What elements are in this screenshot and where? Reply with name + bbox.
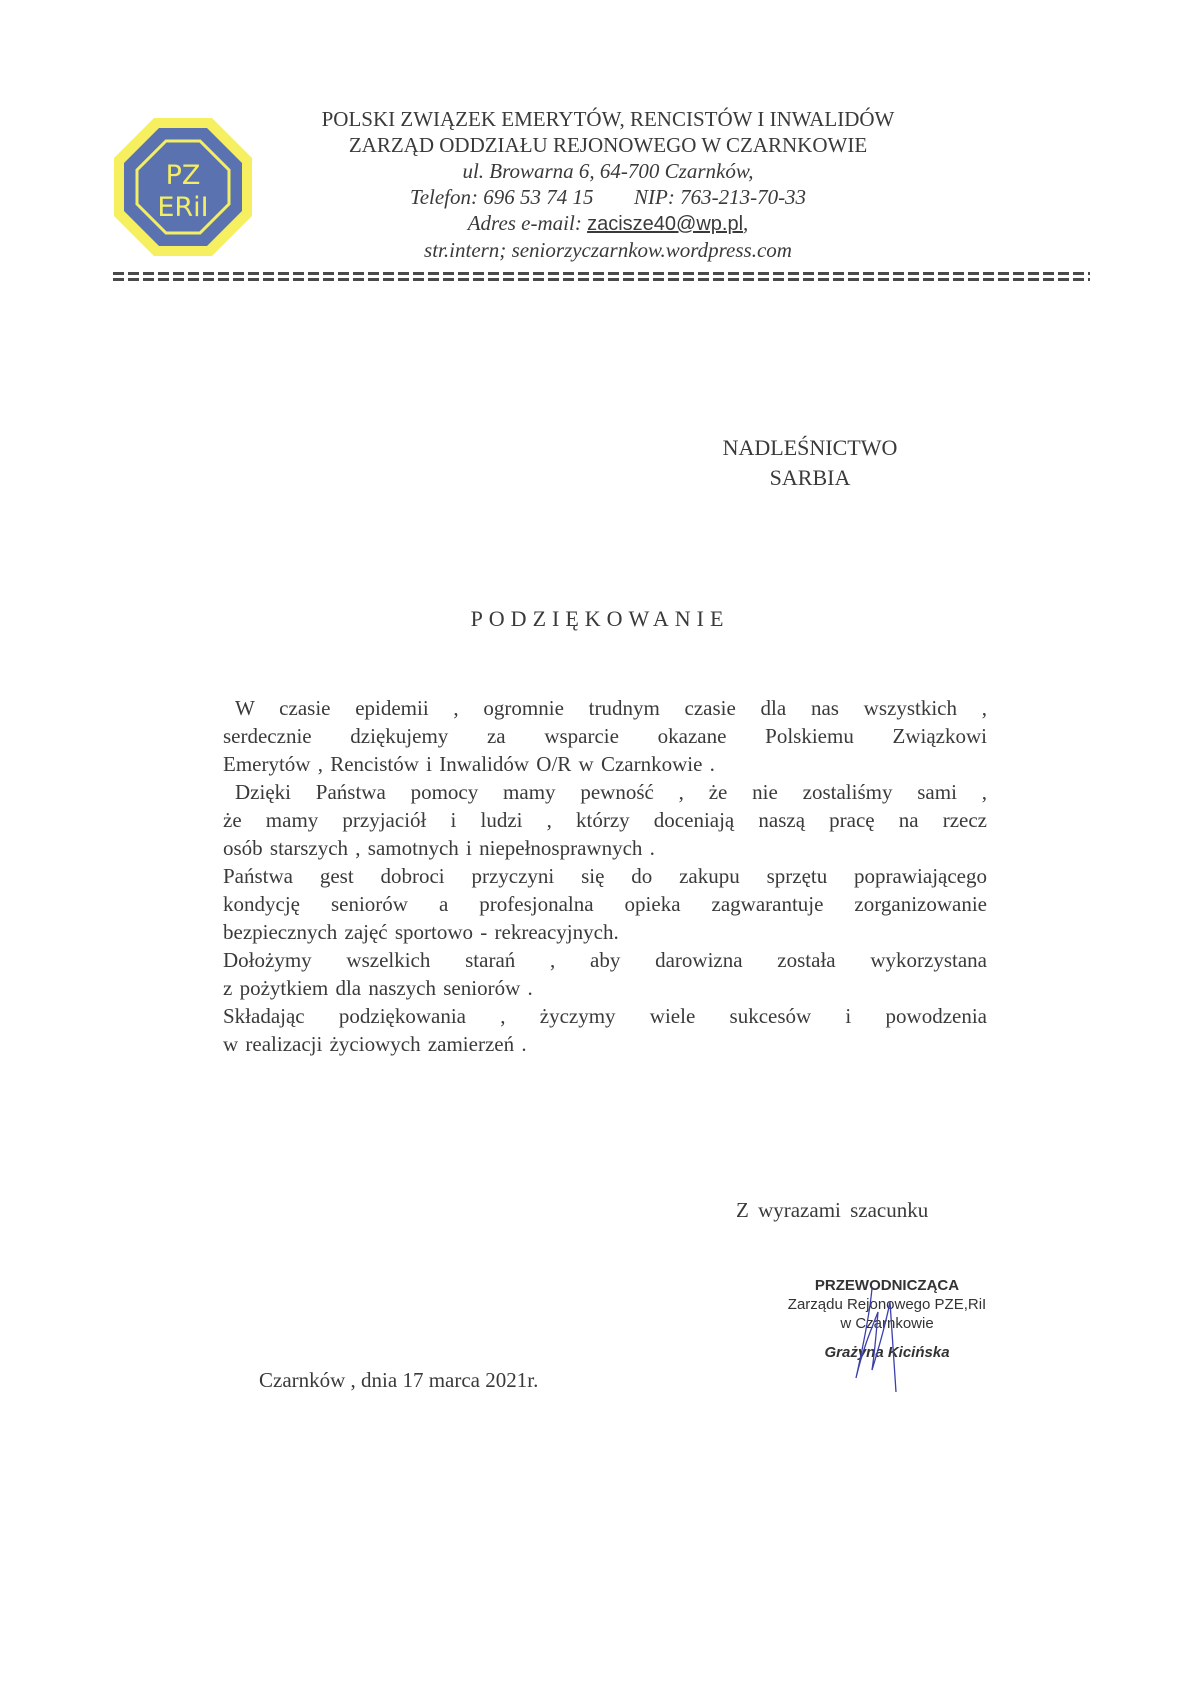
phone-number: 696 53 74 15 (483, 185, 594, 209)
org-name: POLSKI ZWIĄZEK EMERYTÓW, RENCISTÓW I INWALIDÓW (321, 107, 895, 131)
body-line: że mamy przyjaciół i ludzi , którzy doceniają naszą pracę na rzecz (223, 808, 987, 832)
header-divider (113, 272, 1090, 282)
document-title: PODZIĘKOWANIE (470, 606, 730, 631)
logo-text-top: PZ (165, 160, 201, 191)
body-line: Dzięki Państwa pomocy mamy pewność , że nie zostaliśmy sami , (235, 780, 987, 804)
body-line: W czasie epidemii , ogromnie trudnym czasie dla nas wszystkich , (235, 696, 987, 720)
signature-stroke (856, 1288, 896, 1392)
website-url[interactable]: seniorzyczarnkow.wordpress.com (511, 238, 792, 262)
signatory-board: Zarządu Rejonowego PZE,RiI (787, 1296, 987, 1313)
body-line: kondycję seniorów a profesjonalna opieka zagwarantuje zorganizowanie (223, 892, 987, 916)
nip-number: 763-213-70-33 (680, 185, 807, 209)
signatory-location: w Czarnkowie (840, 1315, 934, 1332)
address: ul. Browarna 6, 64-700 Czarnków, (462, 159, 754, 183)
closing-phrase: Z wyrazami szacunku (736, 1198, 929, 1222)
recipient-line-2: SARBIA (769, 465, 851, 490)
website-line (250, 237, 966, 263)
recipient-block (640, 433, 980, 493)
email-link[interactable]: zacisze40@wp.pl (587, 213, 744, 235)
phone-nip-line (250, 184, 966, 210)
body-line: Dołożymy wszelkich starań , aby darowizna została wykorzystana (223, 948, 987, 972)
body-line: Emerytów , Rencistów i Inwalidów O/R w Czarnkowie . (223, 752, 715, 776)
letterhead (250, 106, 966, 263)
body-line: serdecznie dziękujemy za wsparcie okazane Polskiemu Związkowi (223, 724, 987, 748)
logo-text-bottom: ERiI (157, 192, 209, 223)
email-line (250, 210, 966, 237)
body-line: bezpiecznych zajęć sportowo - rekreacyjnych. (223, 920, 619, 944)
body-line: Składając podziękowania , życzymy wiele sukcesów i powodzenia (223, 1004, 987, 1028)
letter-body (223, 694, 987, 1058)
signatory-name: Grażyna Kicińska (824, 1344, 950, 1361)
website-label: str.intern; (424, 238, 507, 262)
body-line: osób starszych , samotnych i niepełnosprawnych . (223, 836, 655, 860)
date-line: Czarnków , dnia 17 marca 2021r. (259, 1368, 539, 1392)
organization-logo (112, 116, 254, 258)
email-label: Adres e-mail: (467, 211, 582, 235)
phone-label: Telefon: (409, 185, 478, 209)
handwritten-signature (850, 1282, 920, 1394)
email-suffix: , (743, 211, 749, 235)
recipient-line-1: NADLEŚNICTWO (722, 435, 898, 460)
body-line: w realizacji życiowych zamierzeń . (223, 1032, 527, 1056)
branch-name: ZARZĄD ODDZIAŁU REJONOWEGO W CZARNKOWIE (348, 133, 868, 157)
body-line: Państwa gest dobroci przyczyni się do zakupu sprzętu poprawiającego (223, 864, 987, 888)
nip-label: NIP: (634, 185, 675, 209)
body-line: z pożytkiem dla naszych seniorów . (223, 976, 533, 1000)
signatory-title: PRZEWODNICZĄCA (814, 1277, 960, 1294)
